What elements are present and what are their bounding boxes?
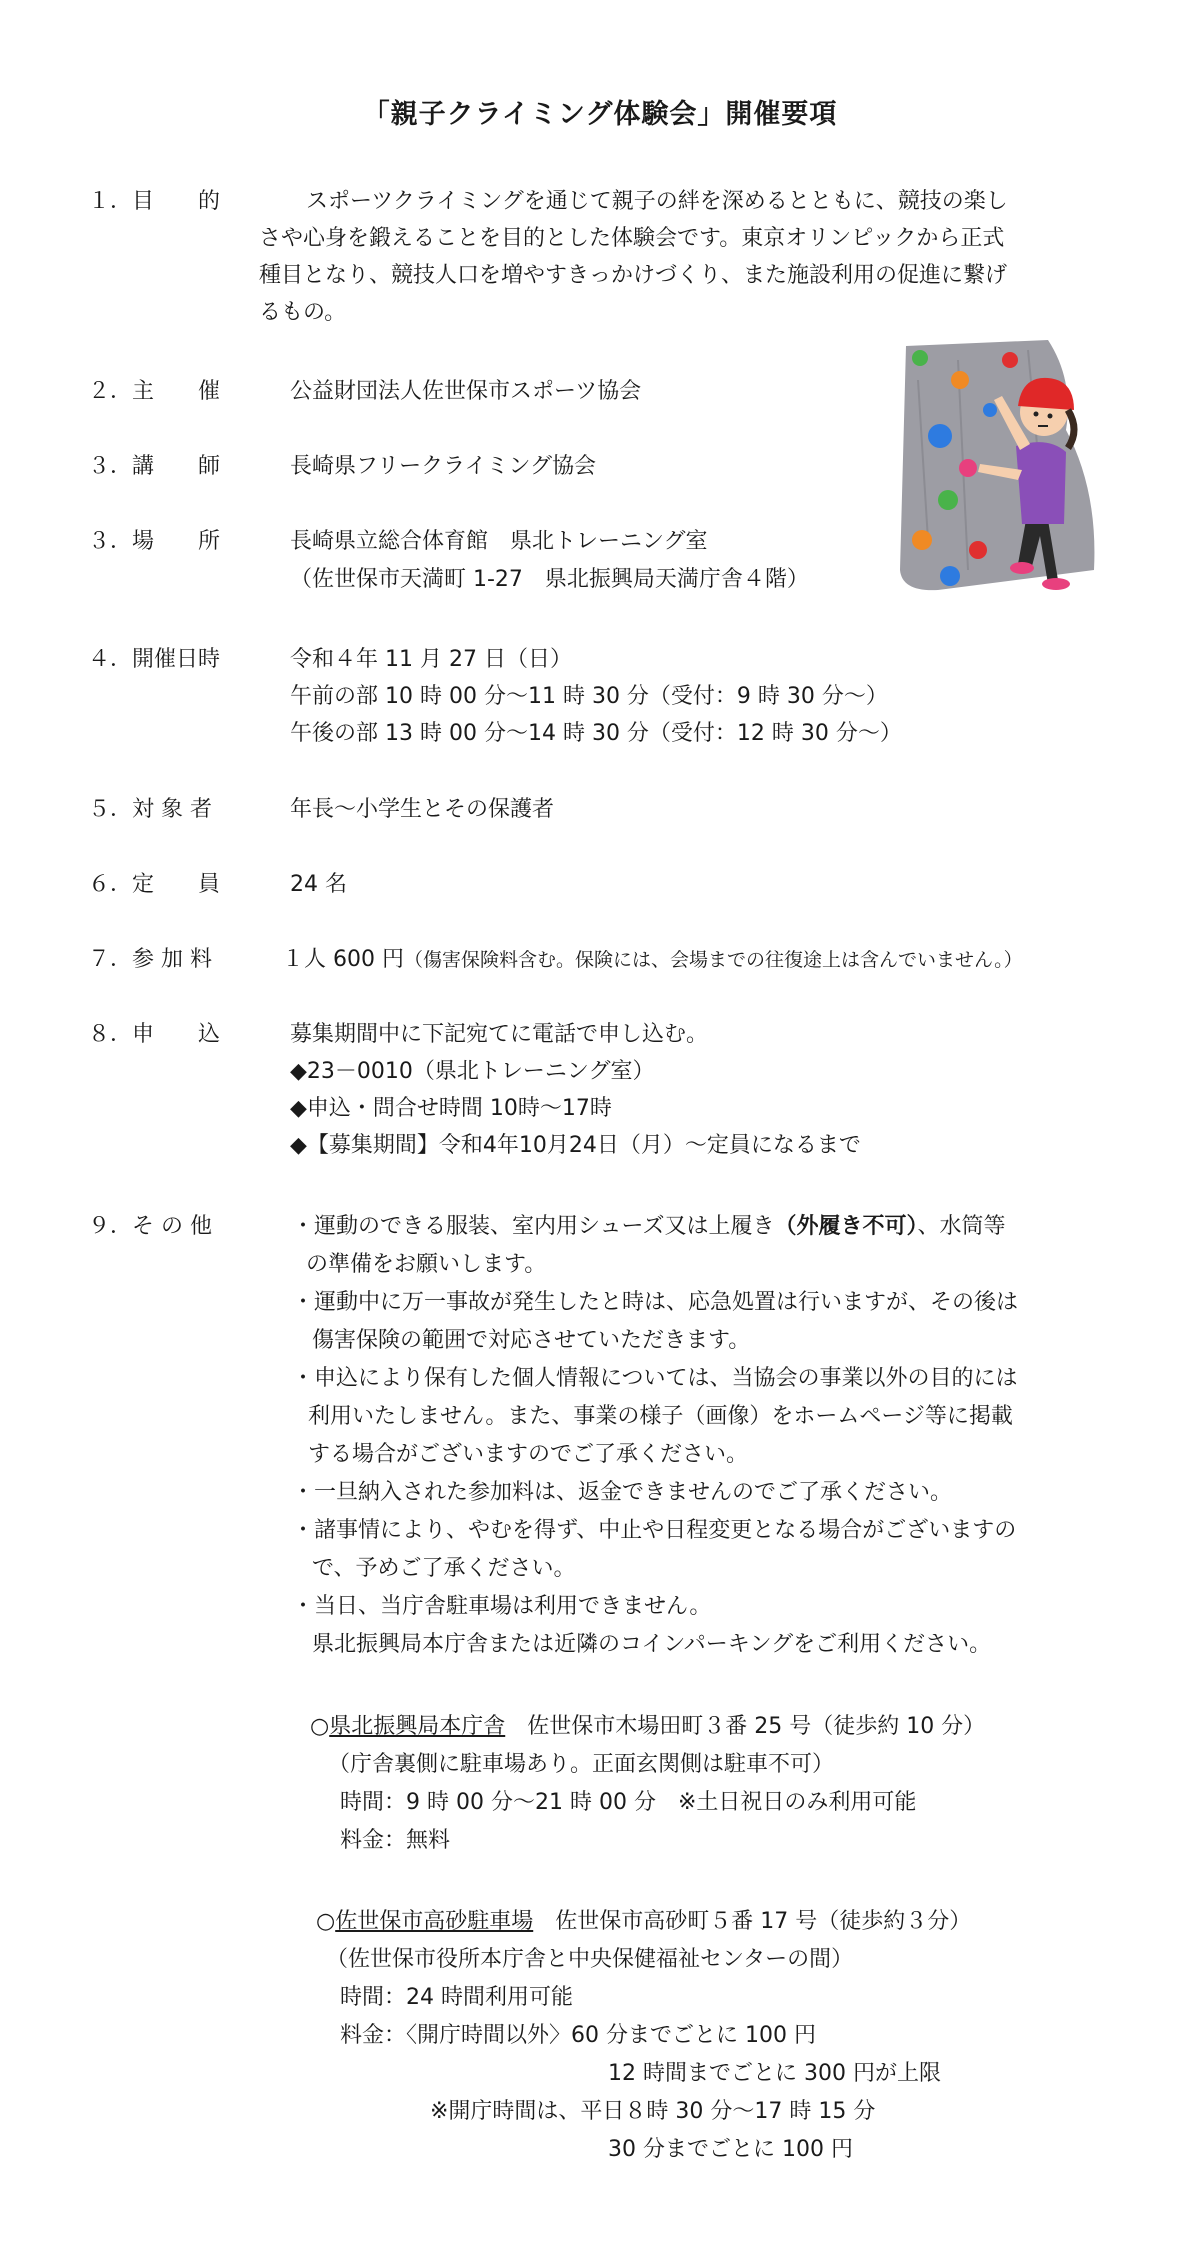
instructor-label: ３．講 師	[88, 454, 221, 479]
parking2-fee-4: 30 分までごとに 100 円	[608, 2137, 853, 2162]
other-line-12: 県北振興局本庁舎または近隣のコインパーキングをご利用ください。	[312, 1632, 992, 1657]
host-label: ２．主 催	[88, 379, 221, 404]
hold-green-2	[938, 490, 958, 510]
hold-green	[912, 350, 928, 366]
parking2-name: 佐世保市高砂駐車場	[335, 1909, 534, 1934]
other-line-4: 傷害保険の範囲で対応させていただきます。	[312, 1328, 751, 1353]
other-line-7: する場合がございますのでご了承ください。	[308, 1442, 749, 1467]
hold-red-2	[969, 541, 987, 559]
date-label: ４．開催日時	[88, 647, 221, 672]
other-line-10: で、予めご了承ください。	[312, 1556, 576, 1581]
purpose-line-3: 種目となり、競技人口を増やすきっかけづくり、また施設利用の促進に繋げ	[259, 263, 1008, 288]
application-hours: ◆申込・問合せ時間 10時～17時	[290, 1096, 612, 1121]
hold-orange	[951, 371, 969, 389]
parking1-address: 佐世保市木場田町３番 25 号（徒歩約 10 分）	[505, 1714, 986, 1739]
other-line-1c: 、水筒等	[917, 1214, 1006, 1239]
purpose-line-1: スポーツクライミングを通じて親子の絆を深めるとともに、競技の楽し	[306, 189, 1008, 214]
hold-blue	[928, 424, 952, 448]
parking1-name: 県北振興局本庁舎	[329, 1714, 506, 1739]
climber-shoe-1	[1042, 578, 1070, 590]
other-line-11: ・当日、当庁舎駐車場は利用できません。	[292, 1594, 712, 1619]
purpose-line-2: さや心身を鍛えることを目的とした体験会です。東京オリンピックから正式	[259, 226, 1005, 251]
other-line-8: ・一旦納入された参加料は、返金できませんのでご了承ください。	[292, 1480, 953, 1505]
parking1-hours: 時間：9 時 00 分～21 時 00 分 ※土日祝日のみ利用可能	[340, 1790, 917, 1815]
other-line-1-bold: （外履き不可）	[774, 1214, 918, 1239]
parking2-fee-2: 12 時間までごとに 300 円が上限	[608, 2061, 941, 2086]
parking2-heading	[316, 1907, 971, 1937]
hold-blue-2	[940, 566, 960, 586]
other-line-9: ・諸事情により、やむを得ず、中止や日程変更となる場合がございますの	[292, 1518, 1017, 1543]
target-value: 年長～小学生とその保護者	[290, 797, 555, 822]
venue-label: ３．場 所	[88, 529, 221, 554]
other-line-5: ・申込により保有した個人情報については、当協会の事業以外の目的には	[292, 1366, 1018, 1391]
other-line-3: ・運動中に万一事故が発生したと時は、応急処置は行いますが、その後は	[292, 1290, 1019, 1315]
parking1-mark: ○	[310, 1714, 330, 1739]
other-line-1a: ・運動のできる服装、室内用シューズ又は上履き	[292, 1214, 775, 1239]
fee-label: ７．参 加 料	[88, 947, 212, 972]
date-line-1: 令和４年 11 月 27 日（日）	[290, 647, 572, 672]
parking2-fee-3: ※開庁時間は、平日８時 30 分～17 時 15 分	[430, 2099, 876, 2124]
fee-value	[282, 945, 1023, 975]
venue-sub: （佐世保市天満町 1-27 県北振興局天満庁舎４階）	[290, 567, 809, 592]
document-title: 「親子クライミング体験会」開催要項	[362, 99, 838, 130]
hold-red	[1002, 352, 1018, 368]
other-line-1	[292, 1212, 1006, 1242]
date-line-3: 午後の部 13 時 00 分～14 時 30 分（受付：12 時 30 分～）	[290, 721, 902, 746]
hold-pink	[959, 459, 977, 477]
fee-main: １人 600 円	[282, 947, 404, 972]
fee-note: （傷害保険料含む。保険には、会場までの往復途上は含んでいません。）	[403, 949, 1023, 971]
parking2-note: （佐世保市役所本庁舎と中央保健福祉センターの間）	[326, 1947, 854, 1972]
venue-value: 長崎県立総合体育館 県北トレーニング室	[290, 529, 708, 554]
date-line-2: 午前の部 10 時 00 分～11 時 30 分（受付：9 時 30 分～）	[290, 684, 888, 709]
climber-shoe-2	[1010, 562, 1034, 574]
purpose-line-4: るもの。	[259, 300, 347, 325]
capacity-value: 24 名	[290, 872, 347, 897]
instructor-value: 長崎県フリークライミング協会	[290, 454, 597, 479]
host-value: 公益財団法人佐世保市スポーツ協会	[290, 379, 642, 404]
other-line-6: 利用いたしません。また、事業の様子（画像）をホームページ等に掲載	[308, 1404, 1013, 1429]
application-label: ８．申 込	[88, 1022, 221, 1047]
application-period: ◆【募集期間】令和4年10月24日（月）～定員になるまで	[290, 1133, 861, 1158]
application-line-1: 募集期間中に下記宛てに電話で申し込む。	[290, 1022, 709, 1047]
parking1-note: （庁舎裏側に駐車場あり。正面玄関側は駐車不可）	[328, 1752, 835, 1777]
parking2-hours: 時間：24 時間利用可能	[340, 1985, 573, 2010]
parking1-heading	[310, 1712, 985, 1742]
application-phone: ◆23－0010（県北トレーニング室）	[290, 1059, 655, 1084]
parking1-fee: 料金：無料	[340, 1828, 451, 1853]
other-label: ９．そ の 他	[88, 1214, 212, 1239]
hold-blue-3	[983, 403, 997, 417]
target-label: ５．対 象 者	[88, 797, 212, 822]
parking2-mark: ○	[316, 1909, 336, 1934]
hold-orange-2	[912, 530, 932, 550]
parking2-address: 佐世保市高砂町５番 17 号（徒歩約３分）	[533, 1909, 972, 1934]
purpose-label: １．目 的	[88, 189, 221, 214]
climber-shirt	[1016, 442, 1066, 524]
climbing-girl-illustration	[898, 340, 1103, 600]
capacity-label: ６．定 員	[88, 872, 221, 897]
other-line-2: の準備をお願いします。	[306, 1252, 547, 1277]
parking2-fee-1: 料金：〈開庁時間以外〉60 分までごとに 100 円	[340, 2023, 816, 2048]
